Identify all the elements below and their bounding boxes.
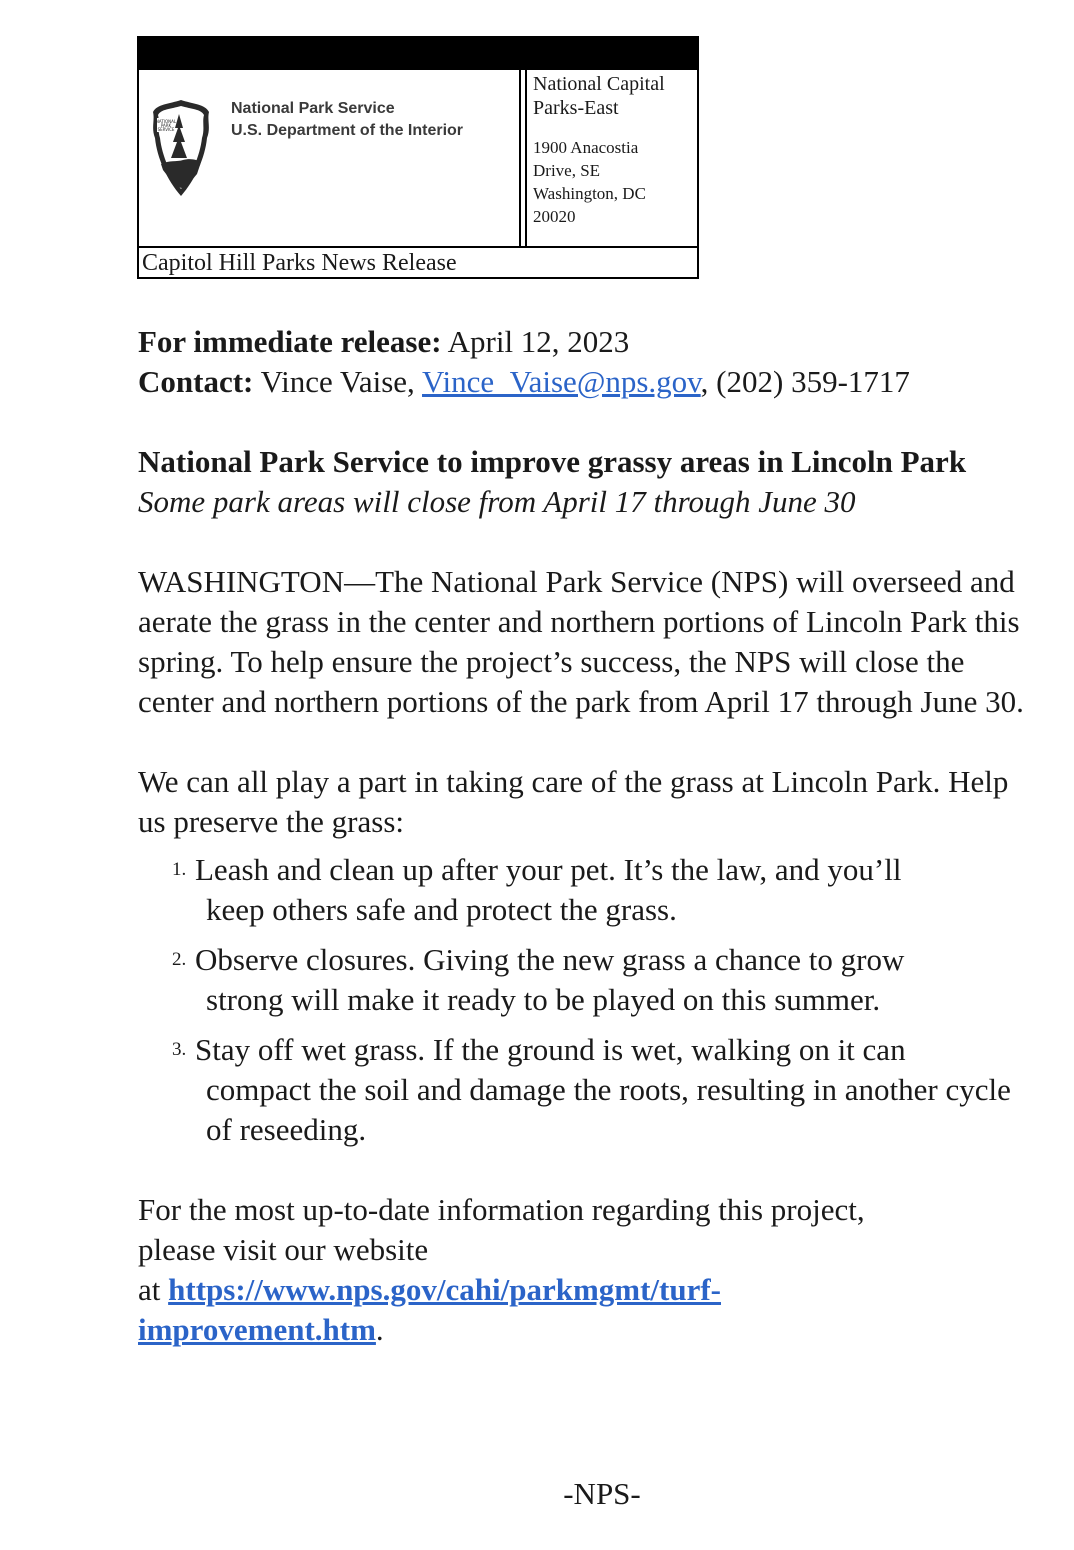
agency-name — [231, 98, 463, 142]
closing-at: at — [138, 1272, 169, 1307]
logo-cell — [139, 70, 519, 246]
tips-list — [138, 850, 1038, 1150]
release-date-label: For immediate release: — [138, 324, 442, 359]
list-item — [138, 850, 1038, 930]
letterhead — [137, 36, 699, 279]
website-link-part-2[interactable]: improvement.htm — [138, 1312, 376, 1347]
zip-line: 20020 — [533, 207, 576, 226]
agency-line-2: U.S. Department of the Interior — [231, 122, 464, 139]
closing-line-2: please visit our website — [138, 1232, 429, 1267]
column-divider — [519, 70, 521, 246]
street-line-2: Drive, SE — [533, 161, 601, 180]
contact-name: Vince Vaise, — [260, 364, 415, 399]
tip-rest: keep others safe and protect the grass. — [206, 892, 677, 927]
website-line-2 — [138, 1310, 1038, 1350]
tip-lead: Stay off wet grass. If the ground is wet, walking on it can — [195, 1032, 906, 1067]
closing-period: . — [375, 1312, 384, 1347]
website-line — [138, 1270, 1038, 1310]
headline: National Park Service to improve grassy areas in Lincoln Park — [138, 444, 967, 479]
list-number: 2. — [172, 949, 187, 970]
end-mark: -NPS- — [563, 1476, 641, 1511]
release-type-label: Capitol Hill Parks News Release — [142, 250, 457, 276]
website-link-part-1[interactable]: https://www.nps.gov/cahi/parkmgmt/turf- — [168, 1272, 721, 1307]
street-line-1: 1900 Anacostia — [533, 138, 639, 157]
list-item — [138, 940, 1038, 1020]
city-line: Washington, DC — [533, 184, 646, 203]
nps-arrowhead-logo-icon — [149, 98, 213, 198]
office-name-line-2: Parks-East — [533, 97, 619, 119]
list-number: 3. — [172, 1039, 187, 1060]
paragraph-intro: WASHINGTON—The National Park Service (NPS) will overseed and aerate the grass in the center and northern portions of Lincoln Park this spring. To help ensure the project’s success, the NPS will close the center and northern portions of the park from April 17 through June 30. — [138, 564, 1024, 719]
subheadline: Some park areas will close from April 17 through June 30 — [138, 484, 856, 519]
office-name-line-1: National Capital — [533, 73, 665, 95]
letterhead-divider — [139, 246, 697, 248]
tip-lead: Leash and clean up after your pet. It’s the law, and you’ll — [195, 852, 902, 887]
office-address — [533, 72, 693, 228]
end-mark-container — [0, 1476, 1074, 1512]
press-release-body — [138, 322, 1038, 1350]
closing-line-1: For the most up-to-date information regarding this project, — [138, 1192, 865, 1227]
contact-phone: , (202) 359-1717 — [700, 364, 910, 399]
svg-text:SERVICE: SERVICE — [157, 127, 175, 132]
list-number: 1. — [172, 859, 187, 880]
contact-email-link[interactable]: Vince_Vaise@nps.gov — [422, 364, 701, 399]
column-divider — [525, 70, 527, 246]
svg-text:NATIONAL: NATIONAL — [155, 119, 177, 124]
tip-rest: strong will make it ready to be played on this summer. — [206, 982, 881, 1017]
svg-text:PARK: PARK — [160, 123, 172, 128]
tip-rest: compact the soil and damage the roots, resulting in another cycle of reseeding. — [206, 1072, 1011, 1147]
paragraph-help: We can all play a part in taking care of the grass at Lincoln Park. Help us preserve the grass: — [138, 764, 1009, 839]
agency-line-1: National Park Service — [231, 100, 395, 117]
release-date: April 12, 2023 — [447, 324, 630, 359]
contact-line — [138, 362, 1038, 402]
contact-label: Contact: — [138, 364, 254, 399]
tip-lead: Observe closures. Giving the new grass a chance to grow — [195, 942, 905, 977]
release-date-line — [138, 322, 1038, 362]
street-address — [533, 136, 693, 228]
letterhead-top-bar — [139, 38, 697, 70]
list-item — [138, 1030, 1038, 1150]
